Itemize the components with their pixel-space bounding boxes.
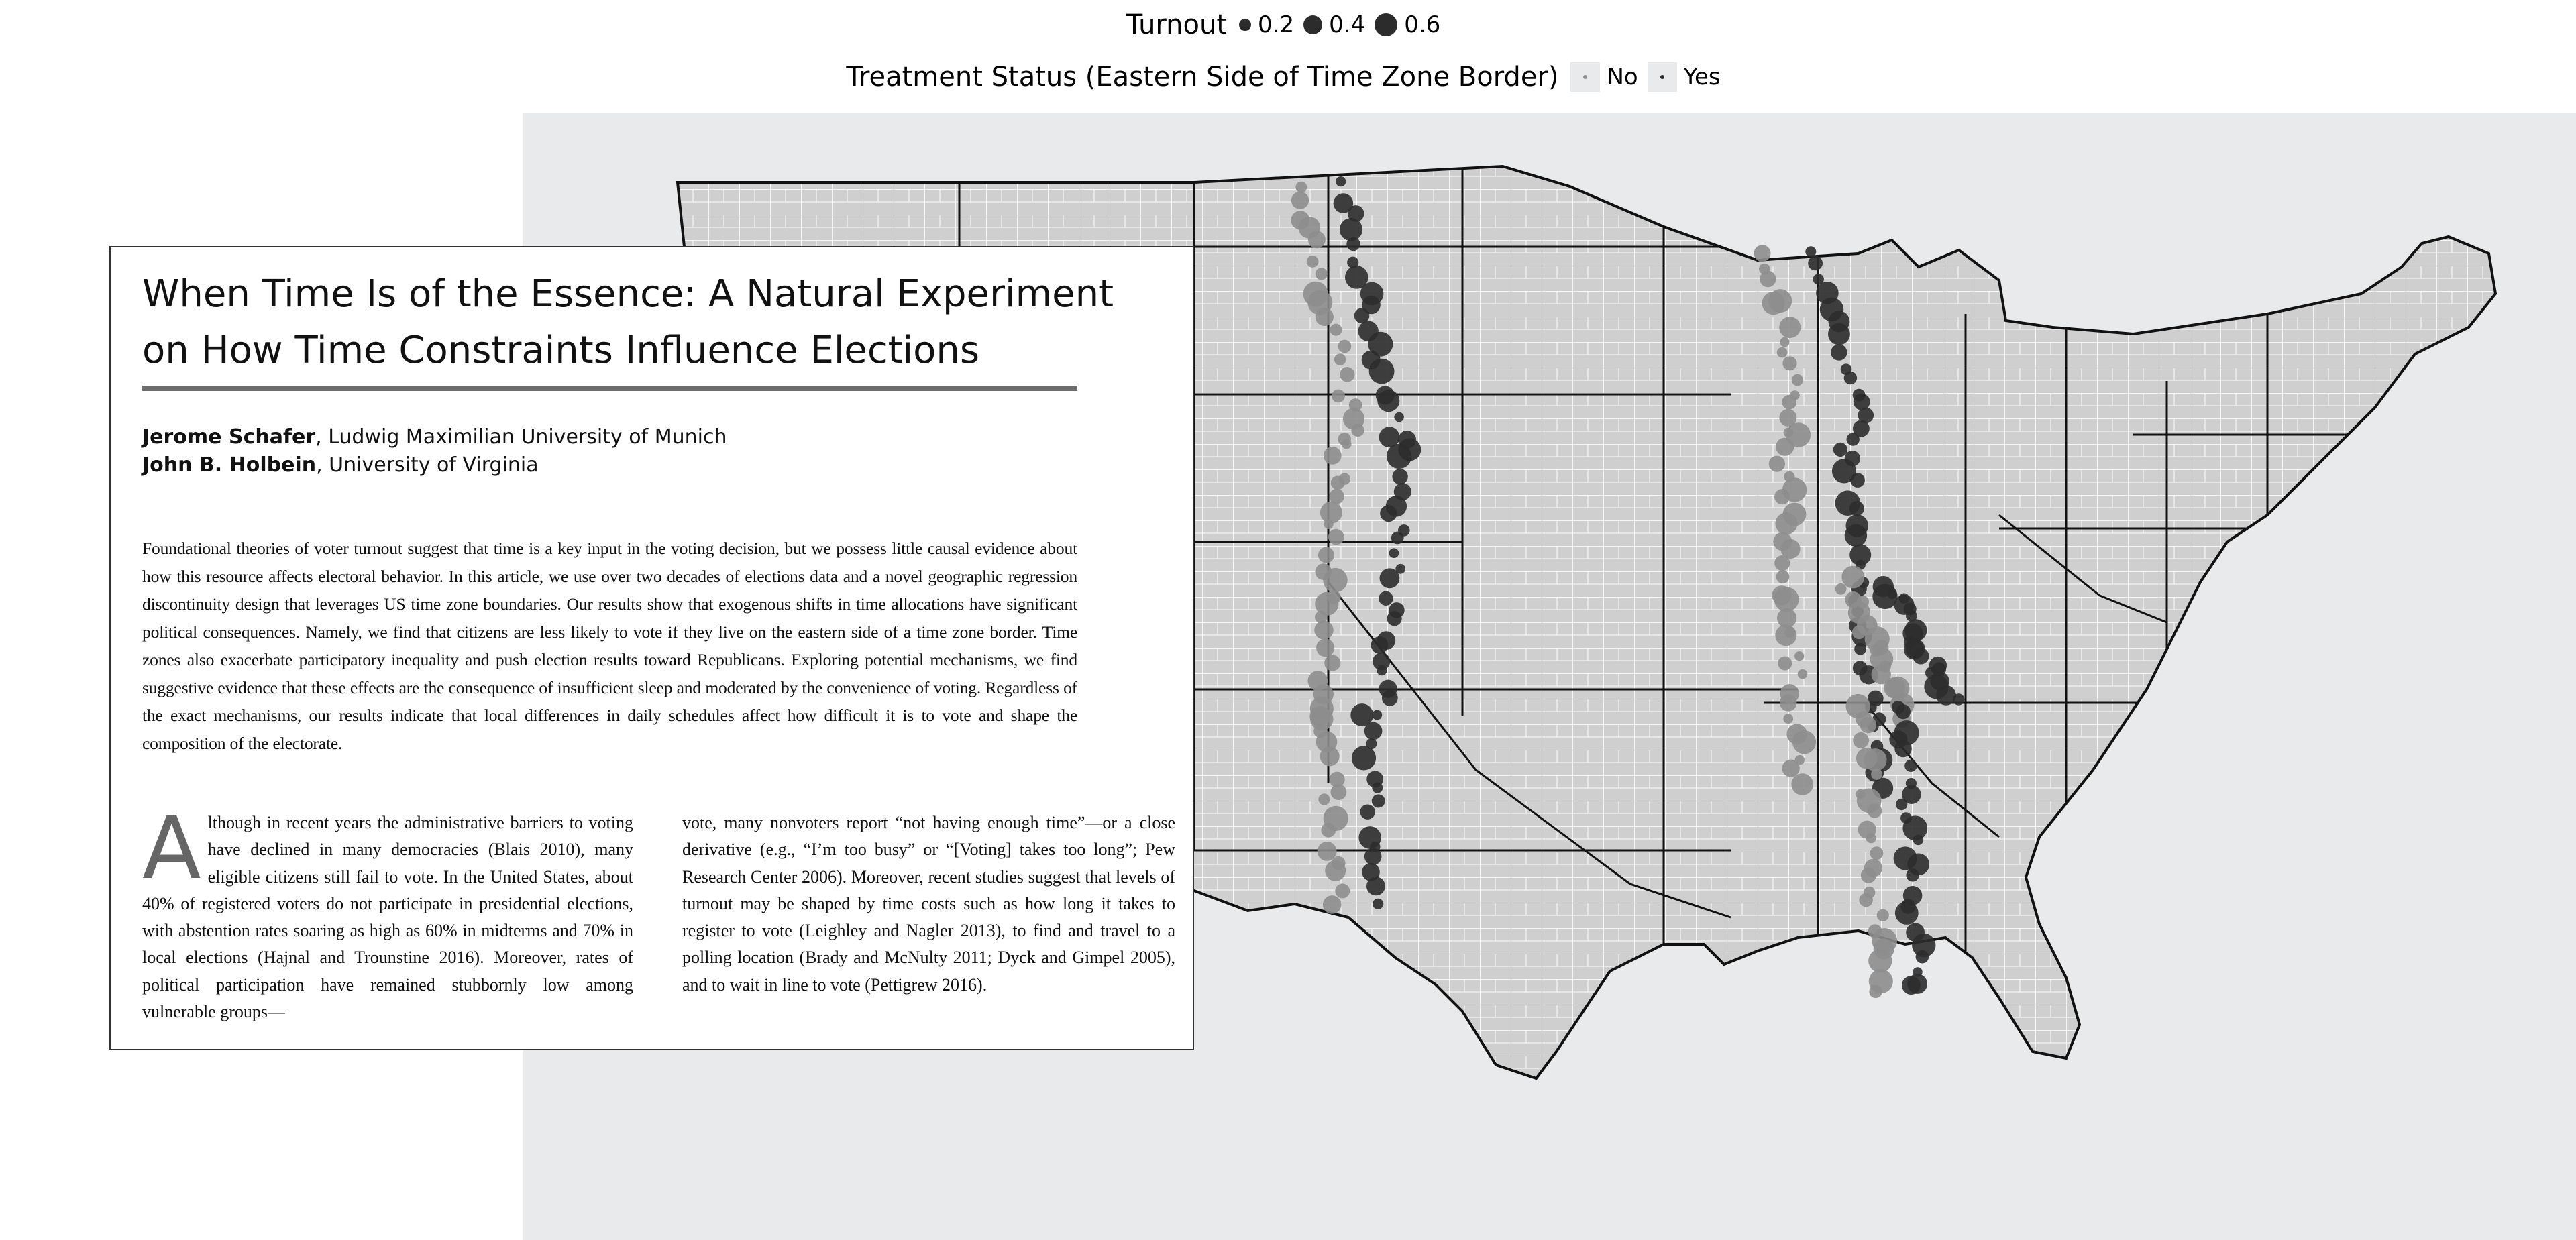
turnout-dot-untreated bbox=[1774, 587, 1799, 612]
turnout-dot-untreated bbox=[1784, 428, 1794, 438]
turnout-dot-untreated bbox=[1316, 268, 1328, 280]
turnout-dot-untreated bbox=[1776, 512, 1798, 534]
turnout-dot-treated bbox=[1953, 693, 1964, 705]
turnout-dot-treated bbox=[1906, 868, 1919, 881]
paper-title bbox=[142, 266, 1175, 379]
turnout-key-0.4 bbox=[1303, 11, 1365, 38]
turnout-dot-untreated bbox=[1762, 292, 1785, 315]
turnout-dot-untreated bbox=[1318, 842, 1337, 861]
turnout-dot-treated bbox=[1392, 469, 1407, 484]
turnout-legend-title: Turnout bbox=[1126, 9, 1228, 40]
turnout-dot-treated bbox=[1391, 532, 1404, 545]
treatment-dot-yes bbox=[1660, 75, 1664, 79]
turnout-dot-untreated bbox=[1754, 245, 1771, 262]
turnout-dot-untreated bbox=[1769, 456, 1785, 472]
turnout-dot-treated bbox=[1833, 443, 1847, 457]
treatment-dot-no bbox=[1583, 75, 1587, 79]
turnout-dot-untreated bbox=[1774, 555, 1790, 571]
turnout-dot-treated bbox=[1849, 501, 1864, 516]
turnout-dot-untreated bbox=[1308, 231, 1326, 248]
turnout-dot-untreated bbox=[1780, 694, 1796, 711]
turnout-dot-untreated bbox=[1325, 860, 1346, 881]
turnout-dot-treated bbox=[1382, 690, 1398, 706]
turnout-dot-untreated bbox=[1798, 669, 1808, 679]
turnout-dot-treated bbox=[1369, 359, 1395, 384]
body-column-1 bbox=[142, 799, 633, 1025]
turnout-dot-untreated bbox=[1295, 182, 1307, 193]
paper-title-line-1: When Time Is of the Essence: A Natural Experiment bbox=[142, 272, 1114, 316]
turnout-dot-treated bbox=[1336, 176, 1346, 186]
turnout-dot-untreated bbox=[1318, 547, 1334, 563]
turnout-dot-untreated bbox=[1351, 424, 1364, 437]
turnout-dot-untreated bbox=[1776, 438, 1794, 456]
turnout-dot-untreated bbox=[1859, 893, 1873, 907]
turnout-dot-untreated bbox=[1323, 895, 1342, 914]
turnout-dot-treated bbox=[1394, 412, 1404, 422]
turnout-dot-untreated bbox=[1320, 502, 1342, 524]
turnout-dot-untreated bbox=[1321, 823, 1336, 838]
turnout-dot-untreated bbox=[1291, 192, 1309, 209]
treatment-key-label: No bbox=[1607, 64, 1638, 91]
turnout-dot-untreated bbox=[1868, 803, 1882, 818]
author-2 bbox=[142, 451, 727, 480]
turnout-dot-untreated bbox=[1794, 651, 1804, 661]
turnout-dot-treated bbox=[1340, 218, 1362, 241]
turnout-dot-treated bbox=[1372, 710, 1382, 720]
turnout-key-0.2 bbox=[1239, 11, 1294, 38]
turnout-dot-untreated bbox=[1783, 714, 1793, 724]
turnout-dot-treated bbox=[1828, 323, 1850, 345]
title-rule bbox=[142, 386, 1077, 391]
turnout-dot-untreated bbox=[1774, 489, 1790, 504]
turnout-dot-untreated bbox=[1332, 390, 1345, 403]
turnout-dot-treated bbox=[1896, 704, 1911, 719]
turnout-dot-untreated bbox=[1791, 773, 1813, 795]
turnout-dot-untreated bbox=[1323, 568, 1347, 592]
turnout-dot-treated bbox=[1872, 584, 1897, 609]
turnout-dot-untreated bbox=[1318, 793, 1330, 805]
turnout-dot-treated bbox=[1808, 256, 1823, 271]
turnout-dot-treated bbox=[1831, 344, 1847, 360]
turnout-dot-treated bbox=[1372, 783, 1383, 793]
turnout-dot-treated bbox=[1936, 685, 1956, 706]
author-2-name: John B. Holbein bbox=[142, 453, 317, 477]
turnout-legend bbox=[0, 9, 2576, 52]
turnout-dot-untreated bbox=[1782, 356, 1796, 370]
turnout-dot-untreated bbox=[1853, 732, 1869, 748]
turnout-dot-treated bbox=[1896, 799, 1907, 810]
turnout-dot-untreated bbox=[1852, 626, 1866, 640]
turnout-dot-treated bbox=[1352, 746, 1376, 770]
turnout-dot-untreated bbox=[1780, 337, 1789, 347]
turnout-dot-untreated bbox=[1331, 476, 1345, 490]
turnout-dot-treated bbox=[1387, 611, 1402, 626]
turnout-dot-untreated bbox=[1778, 657, 1792, 671]
turnout-dot-small bbox=[1239, 19, 1251, 31]
author-1-affiliation: , Ludwig Maximilian University of Munich bbox=[315, 425, 727, 449]
body-column-1-text: lthough in recent years the administrative barriers to voting have declined in many democracies (Blais 2010), many eligible citizens still fail to vote. In the United States, about 40% of registered voters do not participate in presidential elections, with abstention rates soaring as high as 60% in midterms and 70% in local elections (Hajnal and Trounstine 2016). Moreover, rates of political participation have remained stubbornly low among vulnerable groups— bbox=[142, 813, 633, 1022]
turnout-dot-untreated bbox=[1870, 846, 1884, 860]
treatment-key-no bbox=[1570, 62, 1638, 92]
turnout-dot-untreated bbox=[1782, 760, 1800, 777]
turnout-dot-untreated bbox=[1860, 717, 1877, 734]
turnout-dot-treated bbox=[1380, 568, 1400, 588]
turnout-dot-treated bbox=[1913, 835, 1924, 846]
treatment-legend-title: Treatment Status (Eastern Side of Time Zone Border) bbox=[846, 62, 1559, 93]
abstract: Foundational theories of voter turnout suggest that time is a key input in the voting decision, but we possess little causal evidence about how this resource affects electoral behavior. In this article, we use over two decades of elections data and a novel geographic regression discontinuity design that leverages US time zone boundaries. Our results show that exogenous shifts in time allocations have significant political consequences. Namely, we find that citizens are less likely to vote if they live on the eastern side of a time zone border. Time zones also exacerbate participatory inequality and push election results toward Republicans. Exploring potential mechanisms, we find suggestive evidence that these effects are the consequence of insufficient sleep and moderated by the convenience of voting. Regardless of the exact mechanisms, our results indicate that local differences in daily schedules affect how difficult it is to vote and shape the composition of the electorate. bbox=[142, 539, 1077, 753]
turnout-dot-untreated bbox=[1338, 340, 1352, 353]
turnout-dot-treated bbox=[1844, 372, 1857, 384]
treatment-swatch-no bbox=[1570, 62, 1600, 92]
turnout-dot-treated bbox=[1895, 901, 1919, 925]
turnout-dot-treated bbox=[1346, 237, 1360, 251]
treatment-key-label: Yes bbox=[1683, 64, 1721, 91]
turnout-dot-treated bbox=[1389, 548, 1399, 558]
turnout-dot-untreated bbox=[1779, 317, 1801, 338]
turnout-dot-untreated bbox=[1330, 324, 1342, 336]
turnout-dot-treated bbox=[1366, 877, 1385, 895]
turnout-dot-untreated bbox=[1835, 583, 1847, 595]
body-column-2: vote, many nonvoters report “not having enough time”—or a close derivative (e.g., “I’m too busy” or “[Voting] takes too long”; Pew Research Center 2006). Moreover, recent studies suggest that levels of turnout may be shaped by time costs such as how long it takes to register to vote (Leighley and Nagler 2013), to find and travel to a polling location (Brady and McNulty 2011; Dyck and Gimpel 2005), and to wait in line to vote (Pettigrew 2016). bbox=[682, 813, 1175, 995]
turnout-dot-treated bbox=[1894, 740, 1911, 757]
turnout-dot-treated bbox=[1847, 433, 1860, 445]
turnout-dot-untreated bbox=[1324, 447, 1342, 465]
turnout-dot-treated bbox=[1916, 950, 1929, 964]
turnout-dot-treated bbox=[1913, 648, 1929, 664]
turnout-key-label: 0.4 bbox=[1329, 11, 1366, 38]
turnout-dot-treated bbox=[1377, 665, 1387, 675]
turnout-dot-treated bbox=[1845, 524, 1867, 547]
treatment-key-yes bbox=[1648, 62, 1721, 92]
author-1-name: Jerome Schafer bbox=[142, 425, 316, 449]
author-2-affiliation: , University of Virginia bbox=[316, 453, 539, 477]
turnout-dot-treated bbox=[1387, 444, 1411, 469]
turnout-dot-untreated bbox=[1342, 439, 1352, 449]
turnout-dot-large bbox=[1375, 13, 1397, 36]
turnout-dot-untreated bbox=[1866, 833, 1876, 843]
turnout-dot-medium bbox=[1303, 15, 1322, 34]
turnout-dot-untreated bbox=[1777, 347, 1788, 358]
turnout-dot-untreated bbox=[1331, 784, 1347, 800]
turnout-dot-treated bbox=[1854, 643, 1866, 655]
turnout-dot-treated bbox=[1902, 976, 1921, 995]
turnout-dot-treated bbox=[1360, 805, 1375, 820]
drop-cap: A bbox=[142, 799, 201, 899]
turnout-key-label: 0.6 bbox=[1404, 11, 1441, 38]
turnout-dot-untreated bbox=[1340, 367, 1354, 382]
turnout-dot-untreated bbox=[1864, 748, 1887, 771]
turnout-dot-untreated bbox=[1334, 353, 1346, 365]
turnout-dot-untreated bbox=[1328, 529, 1344, 545]
turnout-dot-untreated bbox=[1324, 655, 1340, 671]
authors bbox=[142, 423, 727, 480]
turnout-dot-untreated bbox=[1782, 395, 1796, 410]
turnout-dot-untreated bbox=[1320, 746, 1340, 766]
turnout-dot-untreated bbox=[1316, 638, 1334, 657]
turnout-dot-treated bbox=[1372, 794, 1385, 807]
turnout-dot-untreated bbox=[1871, 769, 1882, 780]
turnout-dot-treated bbox=[1371, 636, 1389, 654]
turnout-dot-untreated bbox=[1841, 566, 1864, 589]
turnout-dot-untreated bbox=[1776, 570, 1790, 583]
turnout-dot-treated bbox=[1904, 760, 1917, 772]
paper-abstract-panel bbox=[109, 246, 1194, 1050]
turnout-dot-treated bbox=[1380, 505, 1397, 522]
treatment-swatch-yes bbox=[1648, 62, 1677, 92]
turnout-dot-treated bbox=[1379, 591, 1393, 606]
turnout-dot-untreated bbox=[1877, 909, 1889, 921]
turnout-dot-treated bbox=[1364, 722, 1383, 740]
turnout-dot-untreated bbox=[1314, 620, 1333, 639]
turnout-dot-untreated bbox=[1792, 374, 1803, 386]
turnout-dot-treated bbox=[1805, 246, 1816, 257]
turnout-key-0.6 bbox=[1375, 11, 1440, 38]
turnout-dot-untreated bbox=[1861, 868, 1876, 883]
turnout-dot-untreated bbox=[1868, 949, 1892, 972]
turnout-dot-untreated bbox=[1335, 883, 1350, 898]
author-1 bbox=[142, 423, 727, 451]
turnout-dot-treated bbox=[1373, 899, 1383, 909]
turnout-key-label: 0.2 bbox=[1258, 11, 1295, 38]
turnout-dot-untreated bbox=[1775, 624, 1796, 646]
treatment-legend bbox=[0, 62, 2576, 105]
turnout-dot-untreated bbox=[1316, 308, 1334, 326]
turnout-dot-treated bbox=[1377, 390, 1399, 412]
turnout-dot-untreated bbox=[1792, 730, 1816, 754]
paper-title-line-2: on How Time Constraints Influence Elections bbox=[142, 329, 980, 372]
turnout-dot-treated bbox=[1850, 473, 1865, 488]
turnout-dot-untreated bbox=[1869, 985, 1882, 998]
turnout-dot-untreated bbox=[1760, 271, 1776, 287]
turnout-dot-treated bbox=[1364, 848, 1382, 865]
turnout-dot-untreated bbox=[1307, 256, 1319, 268]
turnout-dot-untreated bbox=[1324, 520, 1334, 529]
